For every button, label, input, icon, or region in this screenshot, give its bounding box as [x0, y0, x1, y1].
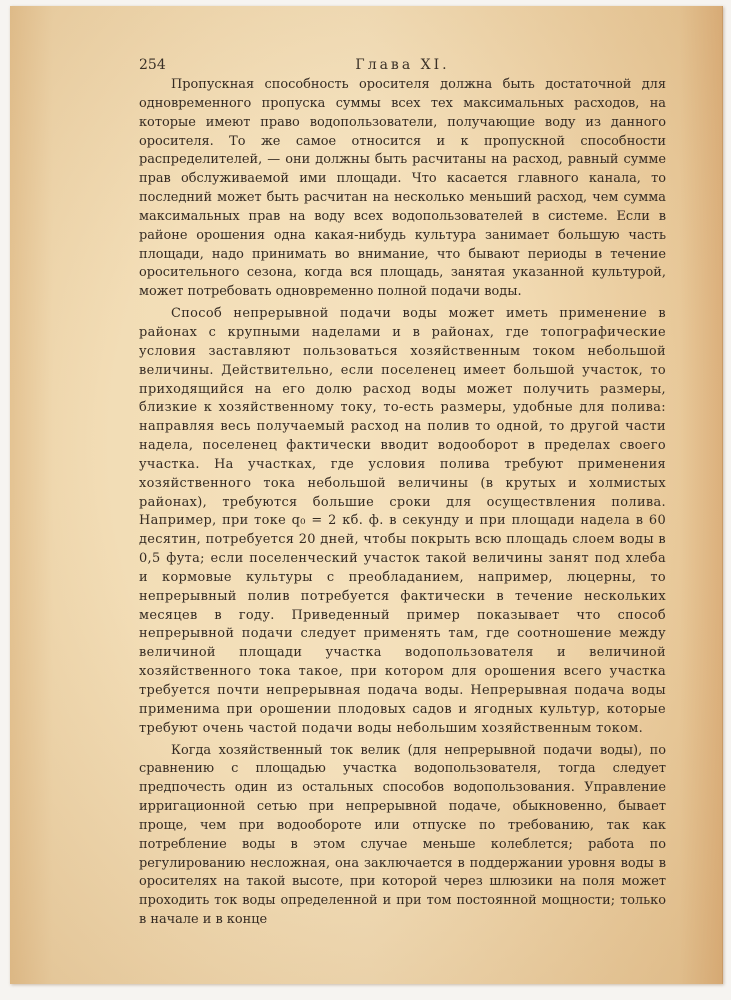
- page-number: 254: [139, 57, 166, 73]
- body-text: [139, 76, 666, 930]
- paragraph-continuous-supply: Способ непрерывной подачи воды может иметь применение в районах с крупными наделами и в районах, где топографические условия заставляют пользоваться хозяйственным током небольшой величины. Действительно, если поселенец имеет большой участок, то приходящийся на его долю расход воды может получить размеры, близкие к хозяйственному току, то-есть размеры, удобные для полива: направляя весь получаемый расход на полив то одной, то другой части надела, поселенец фактически вводит водооборот в пределах своего участка. На участках, где условия полива требуют применения хозяйственного тока небольшой величины (в крутых и холмистых районах), требуются большие сроки для осуществления полива. Например, при токе q₀ = 2 кб. ф. в секунду и при площади надела в 60 десятин, потребуется 20 дней, чтобы покрыть всю площадь слоем воды в 0,5 фута; если поселенческий участок такой величины занят под хлеба и кормовые культуры с преобладанием, например, люцерны, то непрерывный полив потребуется фактически в течение нескольких месяцев в году. Приведенный пример показывает что способ непрерывной подачи следует применять там, где соотношение между величиной площади участка водопользователя и величиной хозяйственного тока такое, при котором для орошения всего участка требуется почти непрерывная подача воды. Непрерывная подача воды применима при орошении плодовых садов и ягодных культур, которые требуют очень частой подачи воды небольшим хозяйственным током.: [139, 306, 666, 736]
- page-header: [139, 46, 666, 73]
- paragraph-large-flow: Когда хозяйственный ток велик (для непрерывной подачи воды), по сравнению с площадью участка водопользователя, тогда следует предпочесть один из остальных способов водопользования. Управление ирригационной сетью при непрерывной подаче, обыкновенно, бывает проще, чем при водообороте или отпуске по требованию, так как потребление воды в этом случае меньше колеблется; работа по регулированию несложная, она заключается в поддержании уровня воды в оросителях на такой высоте, при которой через шлюзики на поля может проходить ток воды определенной и при том постоянной мощности; только в начале и в конце: [139, 742, 666, 928]
- page-content: [139, 46, 666, 933]
- chapter-title: Глава XI.: [355, 57, 450, 73]
- book-page: [10, 6, 723, 984]
- paragraph-capacity: Пропускная способность оросителя должна быть достаточной для одновременного пропуска суммы всех тех максимальных расходов, на которые имеют право водопользователи, получающие воду из данного оросителя. То же самое относится и к пропускной способности распределителей, — они должны быть расчитаны на расход, равный сумме прав обслуживаемой ими площади. Что касается главного канала, то последний может быть расчитан на несколько меньший расход, чем сумма максимальных прав на воду всех водопользователей в системе. Если в районе орошения одна какая-нибудь культура занимает большую часть площади, надо принимать во внимание, что бывают периоды в течение оросительного сезона, когда вся площадь, занятая указанной культурой, может потребовать одновременно полной подачи воды.: [139, 77, 666, 300]
